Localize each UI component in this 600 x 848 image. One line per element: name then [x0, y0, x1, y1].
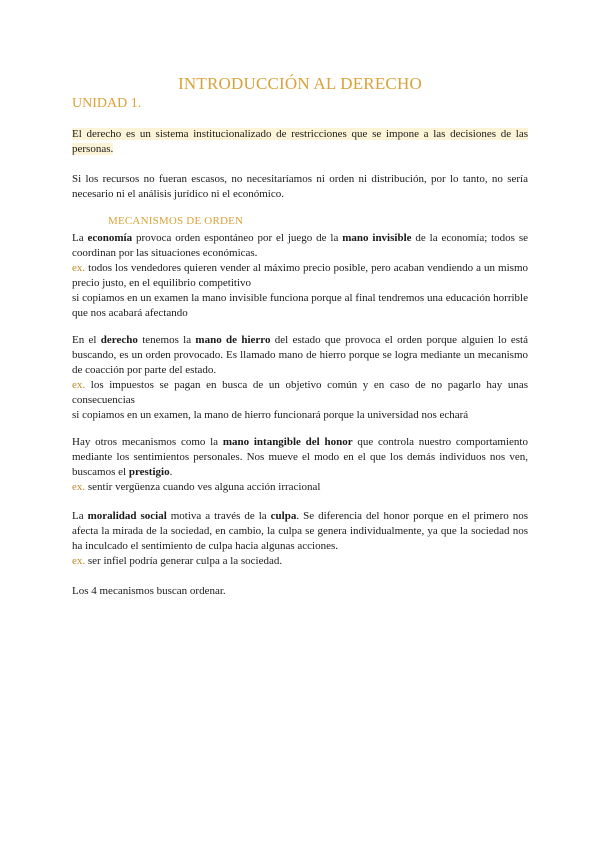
- section-heading: MECANISMOS DE ORDEN: [108, 215, 244, 227]
- term-moralidad-social: moralidad social: [87, 510, 167, 522]
- honor-example: ex. sentir vergüenza cuando ves alguna acción irracional: [72, 481, 321, 493]
- economy-example: ex. todos los vendedores quieren vender al máximo precio posible, pero acaban vendiendo a un mismo precio justo, en el equilibrio competitivo: [72, 262, 528, 289]
- example-label: ex.: [72, 262, 86, 274]
- term-derecho: derecho: [100, 334, 138, 346]
- law-paragraph: [72, 333, 528, 423]
- law-example: ex. los impuestos se pagan en busca de un objetivo común y en caso de no pagarlo hay unas consecuencias: [72, 379, 528, 406]
- term-culpa: culpa: [270, 510, 297, 522]
- law-text: En el derecho tenemos la mano de hierro del estado que provoca el orden porque alguien lo está buscando, es un orden provocado. Es llamado mano de hierro porque se logra mediante un mecanismo de coacción por parte del estado.: [72, 334, 528, 376]
- moral-example: ex. ser infiel podría generar culpa a la sociedad.: [72, 555, 283, 567]
- economy-paragraph: [72, 231, 528, 321]
- moral-paragraph: [72, 509, 528, 569]
- scarcity-paragraph: Si los recursos no fueran escasos, no necesitaríamos ni orden ni distribución, por lo tanto, no sería necesario ni el análisis jurídico ni el económico.: [72, 173, 528, 200]
- honor-text: Hay otros mecanismos como la mano intangible del honor que controla nuestro comportamiento mediante los sentimientos personales. Nos mueve el modo en el que los demás individuos nos ven, buscamos el prestigio.: [72, 436, 528, 478]
- term-mano-invisible: mano invisible: [342, 232, 412, 244]
- example-label: ex.: [72, 555, 86, 567]
- economy-text: La economía provoca orden espontáneo por el juego de la mano invisible de la economía; todos se coordinan por las situaciones económicas.: [72, 232, 528, 259]
- term-mano-intangible: mano intangible del honor: [222, 436, 353, 448]
- term-economia: economía: [87, 232, 133, 244]
- highlighted-definition: El derecho es un sistema institucionalizado de restricciones que se impone a las decisiones de las personas.: [72, 128, 528, 155]
- honor-paragraph: [72, 435, 528, 495]
- term-mano-de-hierro: mano de hierro: [195, 334, 271, 346]
- example-label: ex.: [72, 481, 86, 493]
- unit-heading: UNIDAD 1.: [72, 96, 142, 111]
- moral-text: La moralidad social motiva a través de la culpa. Se diferencia del honor porque en el primero nos afecta la mirada de la sociedad, en cambio, la culpa se genera individualmente, ya que la sociedad nos ha inculcado el sentimiento de culpa hacia algunas acciones.: [72, 510, 528, 552]
- term-prestigio: prestigio: [128, 466, 170, 478]
- example-label: ex.: [72, 379, 86, 391]
- law-note: si copiamos en un examen, la mano de hierro funcionará porque la universidad nos echará: [72, 409, 469, 421]
- closing-paragraph: Los 4 mecanismos buscan ordenar.: [72, 585, 226, 597]
- intro-paragraph: [72, 127, 528, 157]
- document-title: INTRODUCCIÓN AL DERECHO: [178, 74, 422, 93]
- economy-note: si copiamos en un examen la mano invisible funciona porque al final tendremos una educación horrible que nos acabará afectando: [72, 292, 528, 319]
